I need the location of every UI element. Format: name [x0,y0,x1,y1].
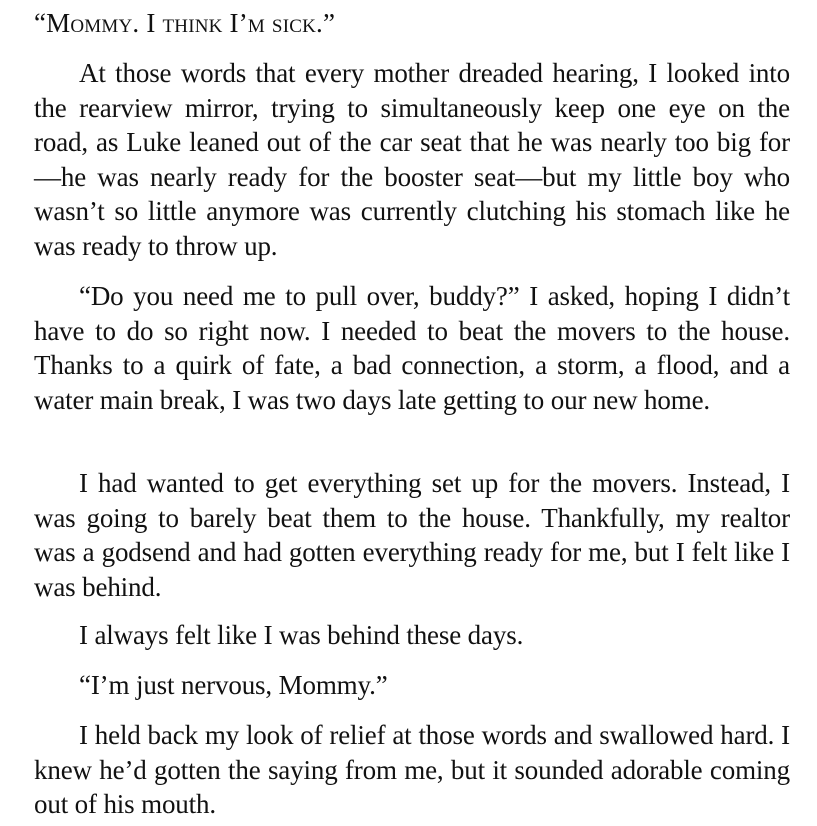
paragraph: “Do you need me to pull over, buddy?” I asked, hoping I didn’t have to do so right now. I needed to beat the movers to the house. Thanks to a quirk of fate, a bad connection, a storm, a flood, and a water main break, I was two days late getting to our new home. [34,281,790,415]
chapter-opening-line: “Mommy. I think I’m sick.” [34,8,336,38]
paragraph: I always felt like I was behind these days. [79,620,524,650]
paragraph: At those words that every mother dreaded hearing, I looked into the rearview mirror, trying to simultaneously keep one eye on the road, as Luke leaned out of the car seat that he was nearly too big for—he was nearly ready for the booster seat—but my little boy who wasn’t so little anymore was currently clutching his stomach like he was ready to throw up. [34,58,790,261]
paragraph: I held back my look of relief at those words and swallowed hard. I knew he’d gotten the saying from me, but it sounded adorable coming out of his mouth. [34,720,790,820]
paragraph: “I’m just nervous, Mommy.” [79,670,388,700]
paragraph: I had wanted to get everything set up for the movers. Instead, I was going to barely beat them to the house. Thankfully, my realtor was a godsend and had gotten everything ready for me, but I felt like I was behind. [34,468,790,602]
